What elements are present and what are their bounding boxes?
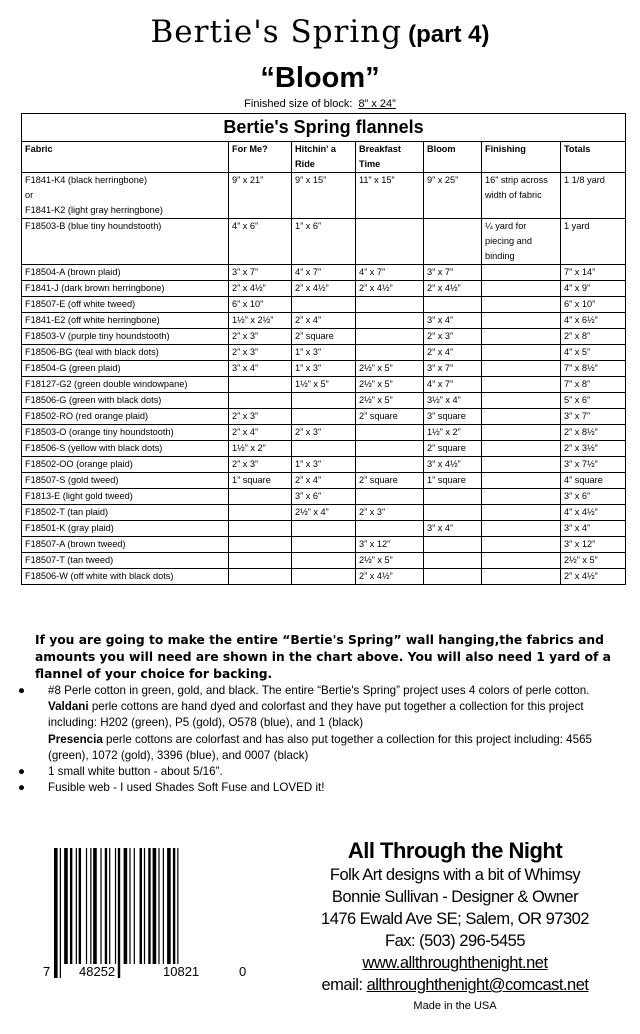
table-row xyxy=(22,537,626,553)
cell-hitchin xyxy=(292,409,356,425)
cell-hitchin xyxy=(292,441,356,457)
cell-for-me: 1½” x 2” xyxy=(229,441,292,457)
cell-breakfast xyxy=(356,521,424,537)
finished-size-label: Finished size of block: xyxy=(244,98,353,110)
cell-fabric: F18502-RO (red orange plaid) xyxy=(22,409,229,425)
table-row xyxy=(22,313,626,329)
barcode-bar xyxy=(118,848,120,978)
cell-finishing xyxy=(482,473,561,489)
company-designer: Bonnie Sullivan - Designer & Owner xyxy=(331,888,579,906)
table-row xyxy=(22,425,626,441)
cell-fabric: F18502-T (tan plaid) xyxy=(22,505,229,521)
cell-breakfast xyxy=(356,441,424,457)
table-row xyxy=(22,281,626,297)
cell-breakfast xyxy=(356,489,424,505)
note-fusible-web xyxy=(18,780,630,796)
cell-totals: 2” x 8” xyxy=(561,329,626,345)
cell-breakfast: 2½” x 5” xyxy=(356,393,424,409)
document-title xyxy=(0,14,640,50)
cell-totals: 2” x 8½” xyxy=(561,425,626,441)
cell-hitchin xyxy=(292,393,356,409)
finished-size xyxy=(0,98,640,110)
cell-fabric: F18506-W (off white with black dots) xyxy=(22,569,229,585)
cell-totals: 3” x 6” xyxy=(561,489,626,505)
notes-list xyxy=(18,683,630,796)
cell-fabric: F1813-E (light gold tweed) xyxy=(22,489,229,505)
cell-fabric: F18507-T (tan tweed) xyxy=(22,553,229,569)
cell-for-me xyxy=(229,377,292,393)
cell-hitchin: 2” x 4½” xyxy=(292,281,356,297)
cell-breakfast: 2” x 3” xyxy=(356,505,424,521)
cell-finishing: ¼ yard for piecing and binding xyxy=(482,219,561,265)
col-header-fabric: Fabric xyxy=(22,142,229,173)
cell-finishing xyxy=(482,297,561,313)
title-main: Bertie's Spring xyxy=(150,14,403,50)
cell-totals: 7” x 8” xyxy=(561,377,626,393)
cell-totals: 5” x 6” xyxy=(561,393,626,409)
cell-breakfast xyxy=(356,457,424,473)
cell-totals: 4” x 4½” xyxy=(561,505,626,521)
cell-fabric: F18503-B (blue tiny houndstooth) xyxy=(22,219,229,265)
presencia-text: perle cottons are colorfast and has also put together a collection for this project including: 4565 (green), 1072 (gold), 3396 (blue), and 0007 (black) xyxy=(48,732,592,762)
table-row xyxy=(22,345,626,361)
barcode-bar xyxy=(60,848,61,978)
cell-finishing xyxy=(482,265,561,281)
cell-finishing xyxy=(482,281,561,297)
cell-bloom: 3” x 4” xyxy=(424,313,482,329)
cell-hitchin xyxy=(292,569,356,585)
cell-fabric: F18503-V (purple tiny houndstooth) xyxy=(22,329,229,345)
cell-finishing xyxy=(482,537,561,553)
barcode-bar xyxy=(134,848,135,964)
title-part: (part 4) xyxy=(408,21,490,48)
cell-finishing xyxy=(482,505,561,521)
cell-totals: 7” x 14” xyxy=(561,265,626,281)
table-row xyxy=(22,505,626,521)
company-fax: Fax: (503) 296-5455 xyxy=(384,932,525,950)
cell-for-me xyxy=(229,537,292,553)
company-email xyxy=(275,974,635,996)
cell-totals: 1 1/8 yard xyxy=(561,173,626,219)
barcode-digit-1: 7 xyxy=(43,964,51,979)
note-button-text: 1 small white button - about 5/16”. xyxy=(48,765,223,779)
cell-finishing xyxy=(482,441,561,457)
table-row xyxy=(22,329,626,345)
barcode-bar xyxy=(163,848,164,964)
cell-breakfast xyxy=(356,219,424,265)
cell-for-me: 4” x 6” xyxy=(229,219,292,265)
col-header-for-me: For Me? xyxy=(229,142,292,173)
cell-fabric: F18127-G2 (green double windowpane) xyxy=(22,377,229,393)
cell-for-me xyxy=(229,553,292,569)
barcode-digits-3: 10821 xyxy=(163,964,200,979)
cell-totals: 7” x 8½” xyxy=(561,361,626,377)
cell-breakfast: 2” x 4½” xyxy=(356,281,424,297)
table-row xyxy=(22,361,626,377)
cell-totals: 3” x 7½” xyxy=(561,457,626,473)
company-address: 1476 Ewald Ave SE; Salem, OR 97302 xyxy=(321,910,589,928)
barcode-bar xyxy=(153,848,157,964)
cell-totals: 4” x 5” xyxy=(561,345,626,361)
col-header-breakfast: Breakfast Time xyxy=(356,142,424,173)
cell-hitchin xyxy=(292,297,356,313)
barcode-bar xyxy=(173,848,175,978)
cell-bloom xyxy=(424,553,482,569)
barcode-bar xyxy=(79,848,81,964)
cell-hitchin xyxy=(292,553,356,569)
table-row xyxy=(22,409,626,425)
cell-totals: 2” x 4½” xyxy=(561,569,626,585)
cell-breakfast: 2” x 4½” xyxy=(356,569,424,585)
table-row xyxy=(22,569,626,585)
cell-totals: 4” square xyxy=(561,473,626,489)
valdani-brand: Valdani xyxy=(48,700,89,714)
cell-hitchin: 9” x 15” xyxy=(292,173,356,219)
cell-hitchin: 1” x 3” xyxy=(292,361,356,377)
cell-hitchin: 1” x 3” xyxy=(292,457,356,473)
col-header-finishing: Finishing xyxy=(482,142,561,173)
barcode-bar xyxy=(115,848,116,964)
barcode-bar xyxy=(90,848,91,964)
table-row xyxy=(22,441,626,457)
col-header-totals: Totals xyxy=(561,142,626,173)
cell-bloom: 2” square xyxy=(424,441,482,457)
cell-totals: 4” x 6½” xyxy=(561,313,626,329)
cell-breakfast: 4” x 7” xyxy=(356,265,424,281)
cell-for-me: 2” x 3” xyxy=(229,345,292,361)
barcode-bar xyxy=(129,848,130,964)
barcode-bar xyxy=(100,848,101,964)
cell-finishing xyxy=(482,521,561,537)
cell-fabric: F18506-S (yellow with black dots) xyxy=(22,441,229,457)
cell-bloom: 3” x 4½” xyxy=(424,457,482,473)
cell-fabric: F18504-A (brown plaid) xyxy=(22,265,229,281)
cell-fabric: F1841-K4 (black herringbone) or F1841-K2 (light gray herringbone) xyxy=(22,173,229,219)
cell-breakfast: 2½” x 5” xyxy=(356,553,424,569)
cell-for-me: 2” x 4½” xyxy=(229,281,292,297)
table-row xyxy=(22,489,626,505)
cell-for-me: 3” x 7” xyxy=(229,265,292,281)
cell-bloom: 2” x 3” xyxy=(424,329,482,345)
cell-for-me: 1½” x 2½” xyxy=(229,313,292,329)
cell-finishing xyxy=(482,345,561,361)
cell-for-me: 9” x 21” xyxy=(229,173,292,219)
cell-hitchin: 1” x 3” xyxy=(292,345,356,361)
company-website-link[interactable]: www.allthroughthenight.net xyxy=(362,954,548,972)
cell-totals: 4” x 9” xyxy=(561,281,626,297)
cell-totals: 2” x 3½” xyxy=(561,441,626,457)
note-perle-cotton xyxy=(18,683,630,764)
cell-totals: 3” x 4” xyxy=(561,521,626,537)
made-in-usa: Made in the USA xyxy=(413,1000,497,1012)
backing-paragraph: If you are going to make the entire “Bertie's Spring” wall hanging,the fabrics and amounts you will need are shown in the chart above. You will also need 1 yard of a flannel of your choice for backing. xyxy=(35,633,611,681)
company-tagline: Folk Art designs with a bit of Whimsy xyxy=(329,866,581,884)
cell-totals: 3” x 12” xyxy=(561,537,626,553)
table-caption: Bertie's Spring flannels xyxy=(21,113,626,141)
cell-bloom: 9” x 25” xyxy=(424,173,482,219)
cell-hitchin: 2½” x 4” xyxy=(292,505,356,521)
cell-for-me xyxy=(229,521,292,537)
cell-breakfast xyxy=(356,313,424,329)
barcode-bar xyxy=(70,848,72,964)
cell-finishing xyxy=(482,489,561,505)
barcode-bar xyxy=(148,848,150,964)
cell-hitchin xyxy=(292,537,356,553)
table-row xyxy=(22,521,626,537)
cell-fabric: F1841-J (dark brown herringbone) xyxy=(22,281,229,297)
bullet-icon: ● xyxy=(18,781,26,795)
cell-bloom xyxy=(424,489,482,505)
barcode-bar xyxy=(124,848,128,964)
table-row xyxy=(22,553,626,569)
cell-finishing xyxy=(482,553,561,569)
cell-breakfast: 2” square xyxy=(356,473,424,489)
cell-fabric: F18503-O (orange tiny houndstooth) xyxy=(22,425,229,441)
cell-fabric: F1841-E2 (off white herringbone) xyxy=(22,313,229,329)
cell-totals: 6” x 10” xyxy=(561,297,626,313)
cell-for-me: 1” square xyxy=(229,473,292,489)
cell-hitchin: 3” x 6” xyxy=(292,489,356,505)
cell-bloom: 1” square xyxy=(424,473,482,489)
cell-breakfast: 3” x 12” xyxy=(356,537,424,553)
table-row xyxy=(22,393,626,409)
cell-fabric: F18502-OO (orange plaid) xyxy=(22,457,229,473)
bullet-icon: ● xyxy=(18,684,26,697)
col-header-bloom: Bloom xyxy=(424,142,482,173)
cell-finishing xyxy=(482,457,561,473)
barcode-bar xyxy=(177,848,178,978)
cell-bloom: 3” x 4” xyxy=(424,521,482,537)
cell-breakfast xyxy=(356,425,424,441)
cell-bloom xyxy=(424,569,482,585)
cell-bloom: 2” x 4½” xyxy=(424,281,482,297)
cell-breakfast: 2½” x 5” xyxy=(356,361,424,377)
barcode-bar xyxy=(140,848,142,964)
table-row xyxy=(22,265,626,281)
cell-breakfast: 2½” x 5” xyxy=(356,377,424,393)
cell-hitchin xyxy=(292,521,356,537)
cell-for-me xyxy=(229,569,292,585)
table-row xyxy=(22,297,626,313)
cell-for-me: 2” x 3” xyxy=(229,457,292,473)
cell-bloom: 3” x 7” xyxy=(424,265,482,281)
cell-finishing xyxy=(482,569,561,585)
barcode-bar xyxy=(144,848,145,964)
cell-fabric: F18507-A (brown tweed) xyxy=(22,537,229,553)
table-row xyxy=(22,173,626,219)
barcode-image xyxy=(40,848,246,978)
cell-for-me: 2” x 3” xyxy=(229,329,292,345)
table-row xyxy=(22,219,626,265)
barcode-bar xyxy=(167,848,171,964)
barcode-bar xyxy=(76,848,77,964)
flannels-table xyxy=(21,113,626,585)
valdani-text: perle cottons are hand dyed and colorfast and they have put together a collection for this project including: H202 (green), P5 (gold), O578 (blue), and 1 (black) xyxy=(48,700,584,730)
cell-totals: 3” x 7” xyxy=(561,409,626,425)
cell-breakfast: 11” x 15” xyxy=(356,173,424,219)
cell-fabric: F18506-G (green with black dots) xyxy=(22,393,229,409)
company-info xyxy=(275,838,635,1012)
cell-bloom: 3½” x 4” xyxy=(424,393,482,409)
cell-finishing: 16” strip across width of fabric xyxy=(482,173,561,219)
barcode-bar xyxy=(105,848,107,964)
note-fusible-text: Fusible web - I used Shades Soft Fuse and LOVED it! xyxy=(48,781,325,795)
cell-finishing xyxy=(482,313,561,329)
cell-bloom xyxy=(424,297,482,313)
finished-size-value: 8” x 24” xyxy=(358,98,396,110)
cell-hitchin: 1” x 6” xyxy=(292,219,356,265)
cell-breakfast xyxy=(356,329,424,345)
cell-finishing xyxy=(482,361,561,377)
cell-fabric: F18504-G (green plaid) xyxy=(22,361,229,377)
cell-hitchin: 1½” x 5” xyxy=(292,377,356,393)
bullet-icon: ● xyxy=(18,765,26,779)
barcode-digits-2: 48252 xyxy=(79,964,116,979)
cell-finishing xyxy=(482,393,561,409)
cell-bloom xyxy=(424,537,482,553)
cell-bloom xyxy=(424,505,482,521)
cell-finishing xyxy=(482,425,561,441)
table-row xyxy=(22,473,626,489)
cell-bloom: 3” square xyxy=(424,409,482,425)
note-button xyxy=(18,764,630,780)
cell-hitchin: 2” x 3” xyxy=(292,425,356,441)
table-row xyxy=(22,457,626,473)
cell-finishing xyxy=(482,329,561,345)
cell-fabric: F18501-K (gray plaid) xyxy=(22,521,229,537)
barcode-bar xyxy=(64,848,68,964)
company-email-link[interactable]: allthroughthenight@comcast.net xyxy=(366,976,589,994)
barcode-bar xyxy=(54,848,58,978)
table-header-row xyxy=(22,142,626,173)
cell-bloom: 3” x 7” xyxy=(424,361,482,377)
cell-hitchin: 2” square xyxy=(292,329,356,345)
cell-for-me: 2” x 3” xyxy=(229,409,292,425)
company-name: All Through the Night xyxy=(347,838,563,863)
cell-bloom: 2” x 4” xyxy=(424,345,482,361)
barcode-bar xyxy=(109,848,110,964)
cell-hitchin: 2” x 4” xyxy=(292,473,356,489)
cell-bloom xyxy=(424,219,482,265)
cell-hitchin: 4” x 7” xyxy=(292,265,356,281)
cell-hitchin: 2” x 4” xyxy=(292,313,356,329)
cell-for-me: 2” x 4” xyxy=(229,425,292,441)
cell-breakfast xyxy=(356,345,424,361)
presencia-brand: Presencia xyxy=(48,732,103,746)
cell-bloom: 4” x 7” xyxy=(424,377,482,393)
cell-for-me: 6” x 10” xyxy=(229,297,292,313)
cell-for-me xyxy=(229,393,292,409)
email-label: email: xyxy=(321,976,363,994)
cell-finishing xyxy=(482,409,561,425)
col-header-hitchin: Hitchin' a Ride xyxy=(292,142,356,173)
barcode-bar xyxy=(86,848,87,964)
cell-for-me xyxy=(229,489,292,505)
note-perle-main: #8 Perle cotton in green, gold, and black. The entire “Bertie's Spring” project uses 4 colors of perle cotton. xyxy=(48,684,590,697)
cell-fabric: F18507-S (gold tweed) xyxy=(22,473,229,489)
cell-fabric: F18506-BG (teal with black dots) xyxy=(22,345,229,361)
cell-totals: 2½” x 5” xyxy=(561,553,626,569)
cell-fabric: F18507-E (off white tweed) xyxy=(22,297,229,313)
cell-finishing xyxy=(482,377,561,393)
cell-for-me xyxy=(229,505,292,521)
cell-for-me: 3” x 4” xyxy=(229,361,292,377)
block-subtitle: “Bloom” xyxy=(260,62,380,94)
table-row xyxy=(22,377,626,393)
cell-bloom: 1½” x 2” xyxy=(424,425,482,441)
barcode-digit-4: 0 xyxy=(239,964,247,979)
barcode-bar xyxy=(158,848,159,964)
cell-totals: 1 yard xyxy=(561,219,626,265)
cell-breakfast: 2” square xyxy=(356,409,424,425)
barcode-bar xyxy=(93,848,97,964)
cell-breakfast xyxy=(356,297,424,313)
